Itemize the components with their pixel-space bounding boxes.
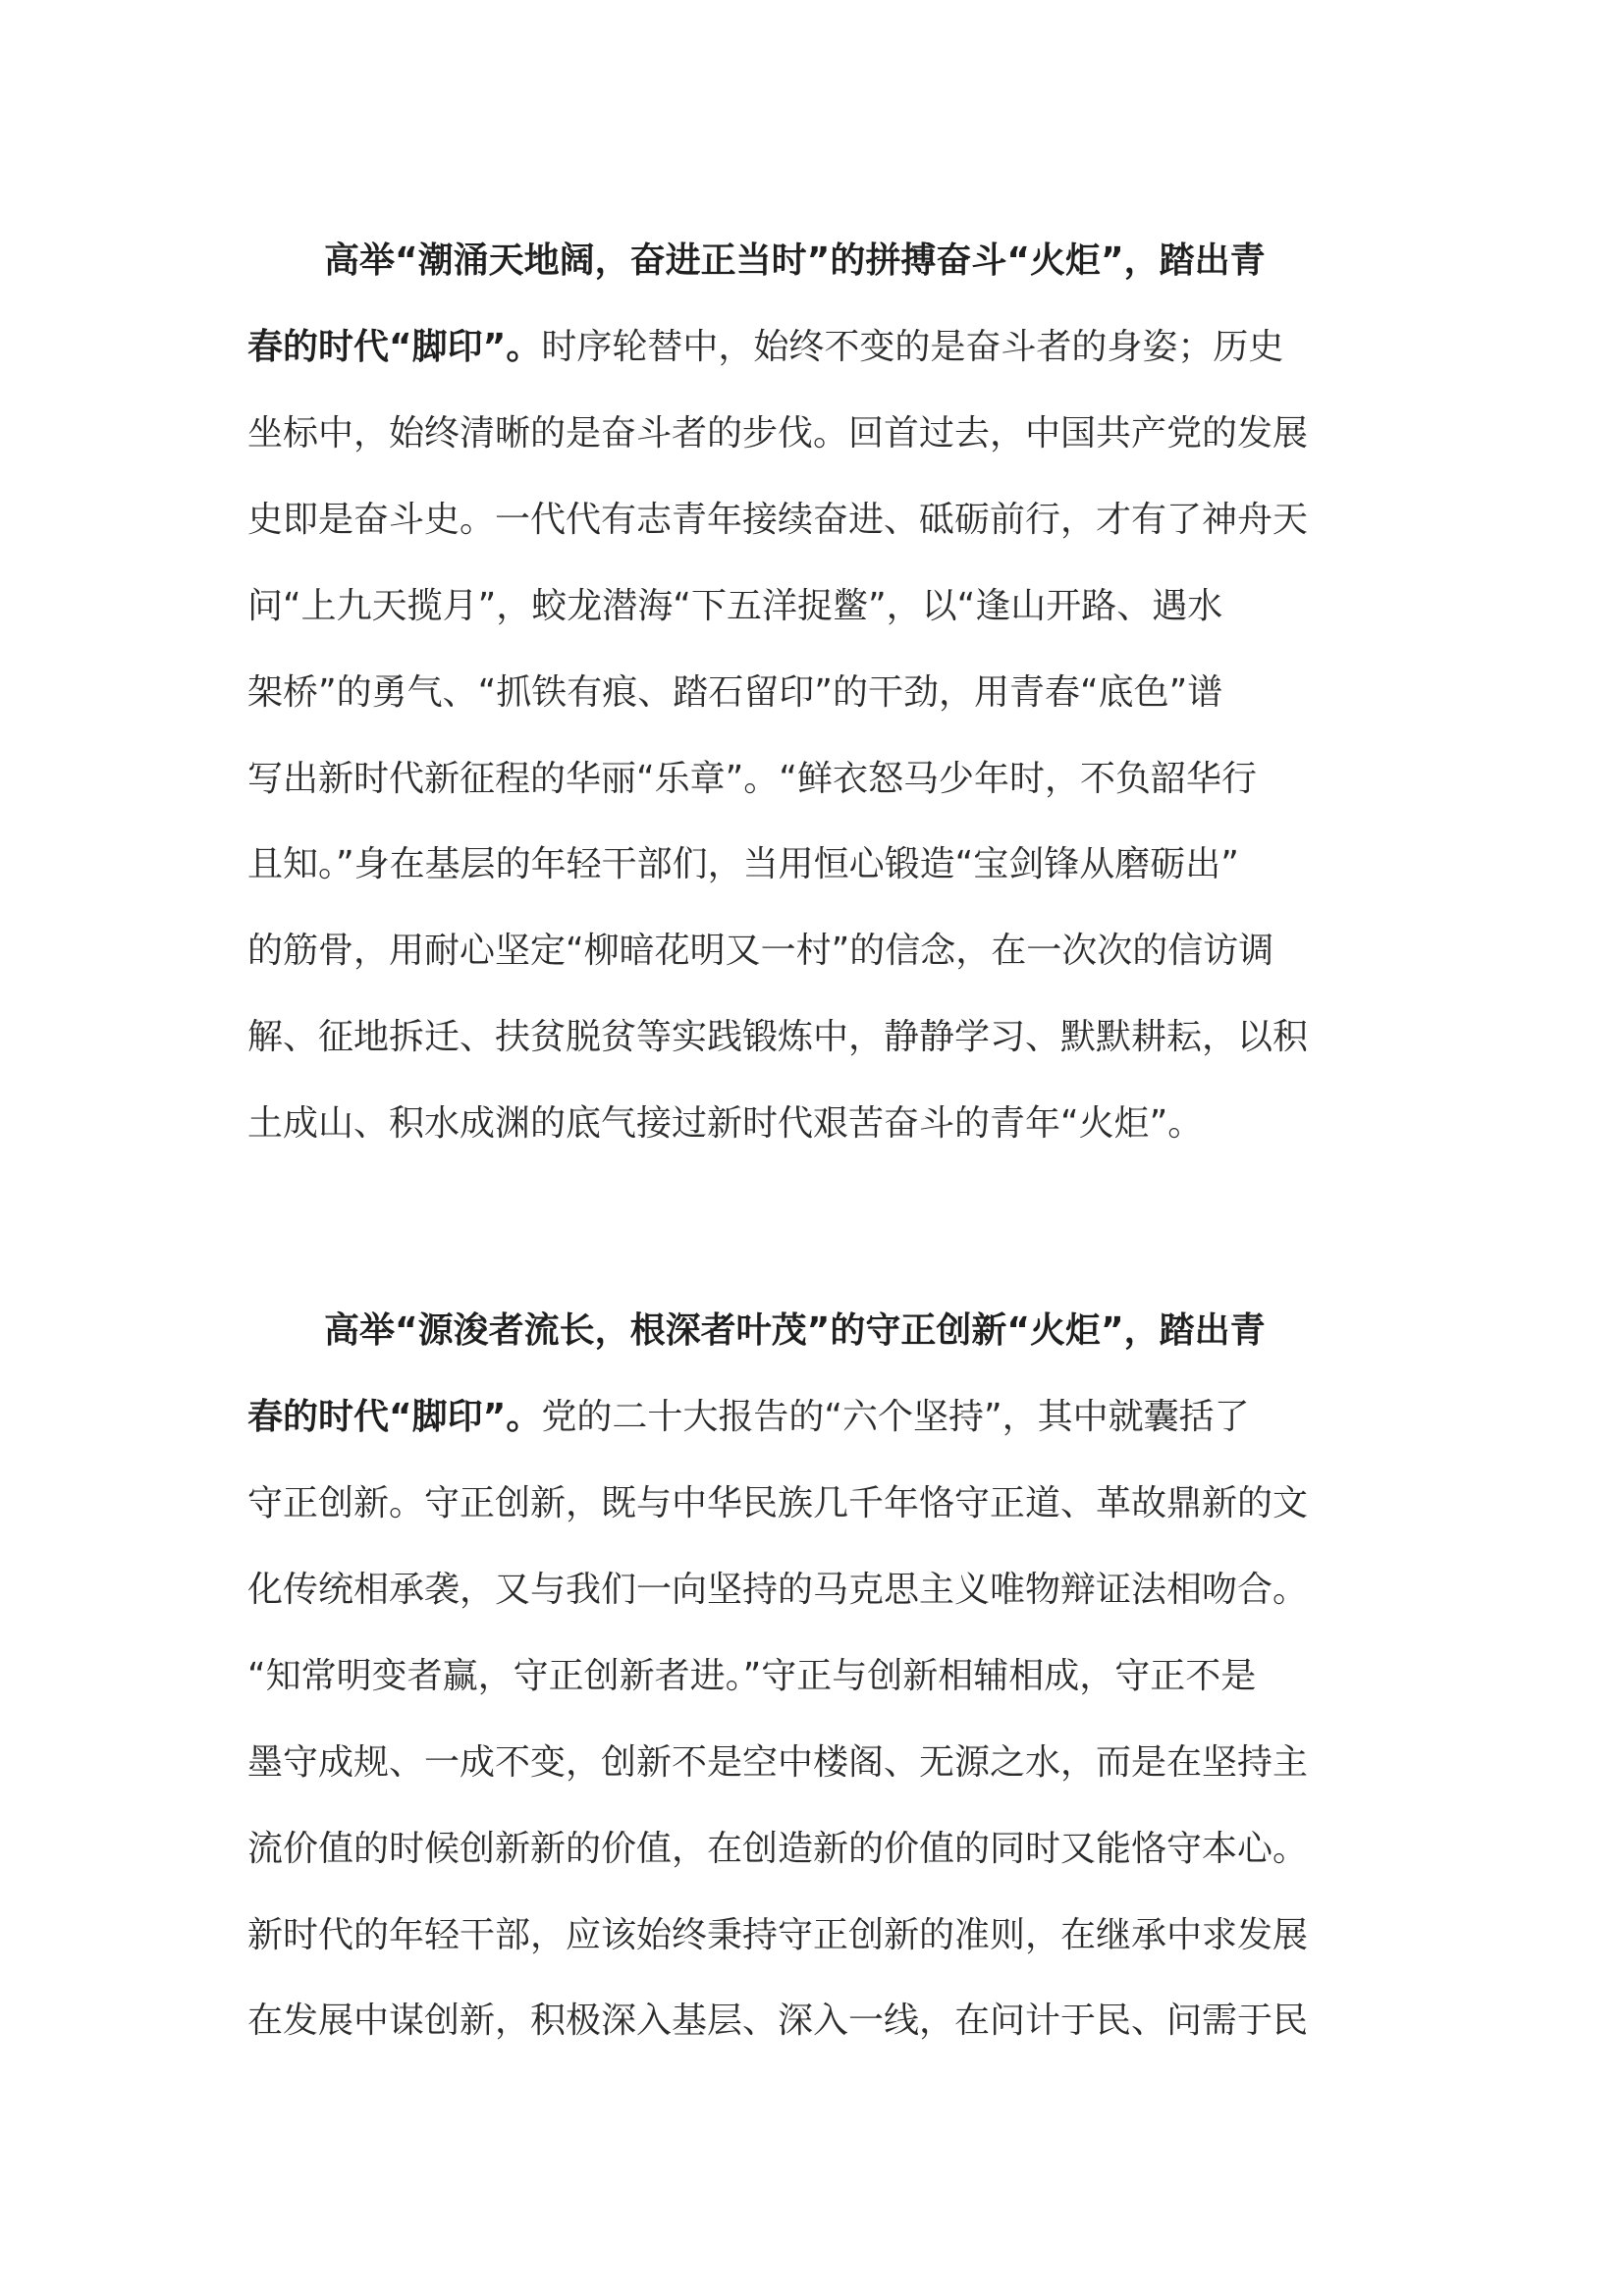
paragraph2-line8: 新时代的年轻干部，应该始终秉持守正创新的准则，在继承中求发展 xyxy=(247,1915,1309,1955)
paragraph1-line2 xyxy=(247,320,1386,375)
paragraph2-line5: “知常明变者赢，守正创新者进。”守正与创新相辅相成，守正不是 xyxy=(247,1656,1257,1696)
paragraph2-line2-text: 党的二十大报告的“六个坚持”，其中就囊括了 xyxy=(541,1397,1250,1437)
paragraph1-line1 xyxy=(324,234,1386,289)
paragraph2-heading-part1: 高举“源浚者流长，根深者叶茂”的守正创新“火炬”，踏出青 xyxy=(324,1310,1266,1351)
paragraph2-line2 xyxy=(247,1390,1386,1445)
paragraph1-line8: 且知。”身在基层的年轻干部们，当用恒心锻造“宝剑锋从磨砺出” xyxy=(247,844,1239,884)
paragraph2-line3: 守正创新。守正创新，既与中华民族几千年恪守正道、革故鼎新的文 xyxy=(247,1483,1309,1523)
paragraph1-heading-part2: 春的时代“脚印”。 xyxy=(247,327,542,367)
paragraph1-line5: 问“上九天揽月”，蛟龙潜海“下五洋捉鳖”，以“逢山开路、遇水 xyxy=(247,586,1223,626)
paragraph2-heading-part2: 春的时代“脚印”。 xyxy=(247,1397,542,1437)
paragraph2-line7: 流价值的时候创新新的价值，在创造新的价值的同时又能恪守本心。 xyxy=(247,1829,1309,1869)
paragraph1-line9: 的筋骨，用耐心坚定“柳暗花明又一村”的信念，在一次次的信访调 xyxy=(247,931,1274,971)
paragraph1-line4: 史即是奋斗史。一代代有志青年接续奋进、砥砺前行，才有了神舟天 xyxy=(247,500,1309,540)
paragraph1-heading-part1: 高举“潮涌天地阔，奋进正当时”的拼搏奋斗“火炬”，踏出青 xyxy=(324,240,1266,281)
paragraph1-line3: 坐标中，始终清晰的是奋斗者的步伐。回首过去，中国共产党的发展 xyxy=(247,413,1309,454)
paragraph2-line1 xyxy=(324,1304,1386,1359)
paragraph1-line10: 解、征地拆迁、扶贫脱贫等实践锻炼中，静静学习、默默耕耘，以积 xyxy=(247,1017,1309,1057)
paragraph1-line6: 架桥”的勇气、“抓铁有痕、踏石留印”的干劲，用青春“底色”谱 xyxy=(247,672,1223,713)
paragraph2-line6: 墨守成规、一成不变，创新不是空中楼阁、无源之水，而是在坚持主 xyxy=(247,1742,1309,1783)
paragraph1-line7: 写出新时代新征程的华丽“乐章”。“鲜衣怒马少年时，不负韶华行 xyxy=(247,759,1257,799)
paragraph1-line2-text: 时序轮替中，始终不变的是奋斗者的身姿；历史 xyxy=(541,327,1284,367)
paragraph1-line11: 土成山、积水成渊的底气接过新时代艰苦奋斗的青年“火炬”。 xyxy=(247,1103,1204,1144)
paragraph2-line4: 化传统相承袭，又与我们一向坚持的马克思主义唯物辩证法相吻合。 xyxy=(247,1570,1309,1610)
paragraph2-line9: 在发展中谋创新，积极深入基层、深入一线，在问计于民、问需于民 xyxy=(247,2001,1309,2041)
